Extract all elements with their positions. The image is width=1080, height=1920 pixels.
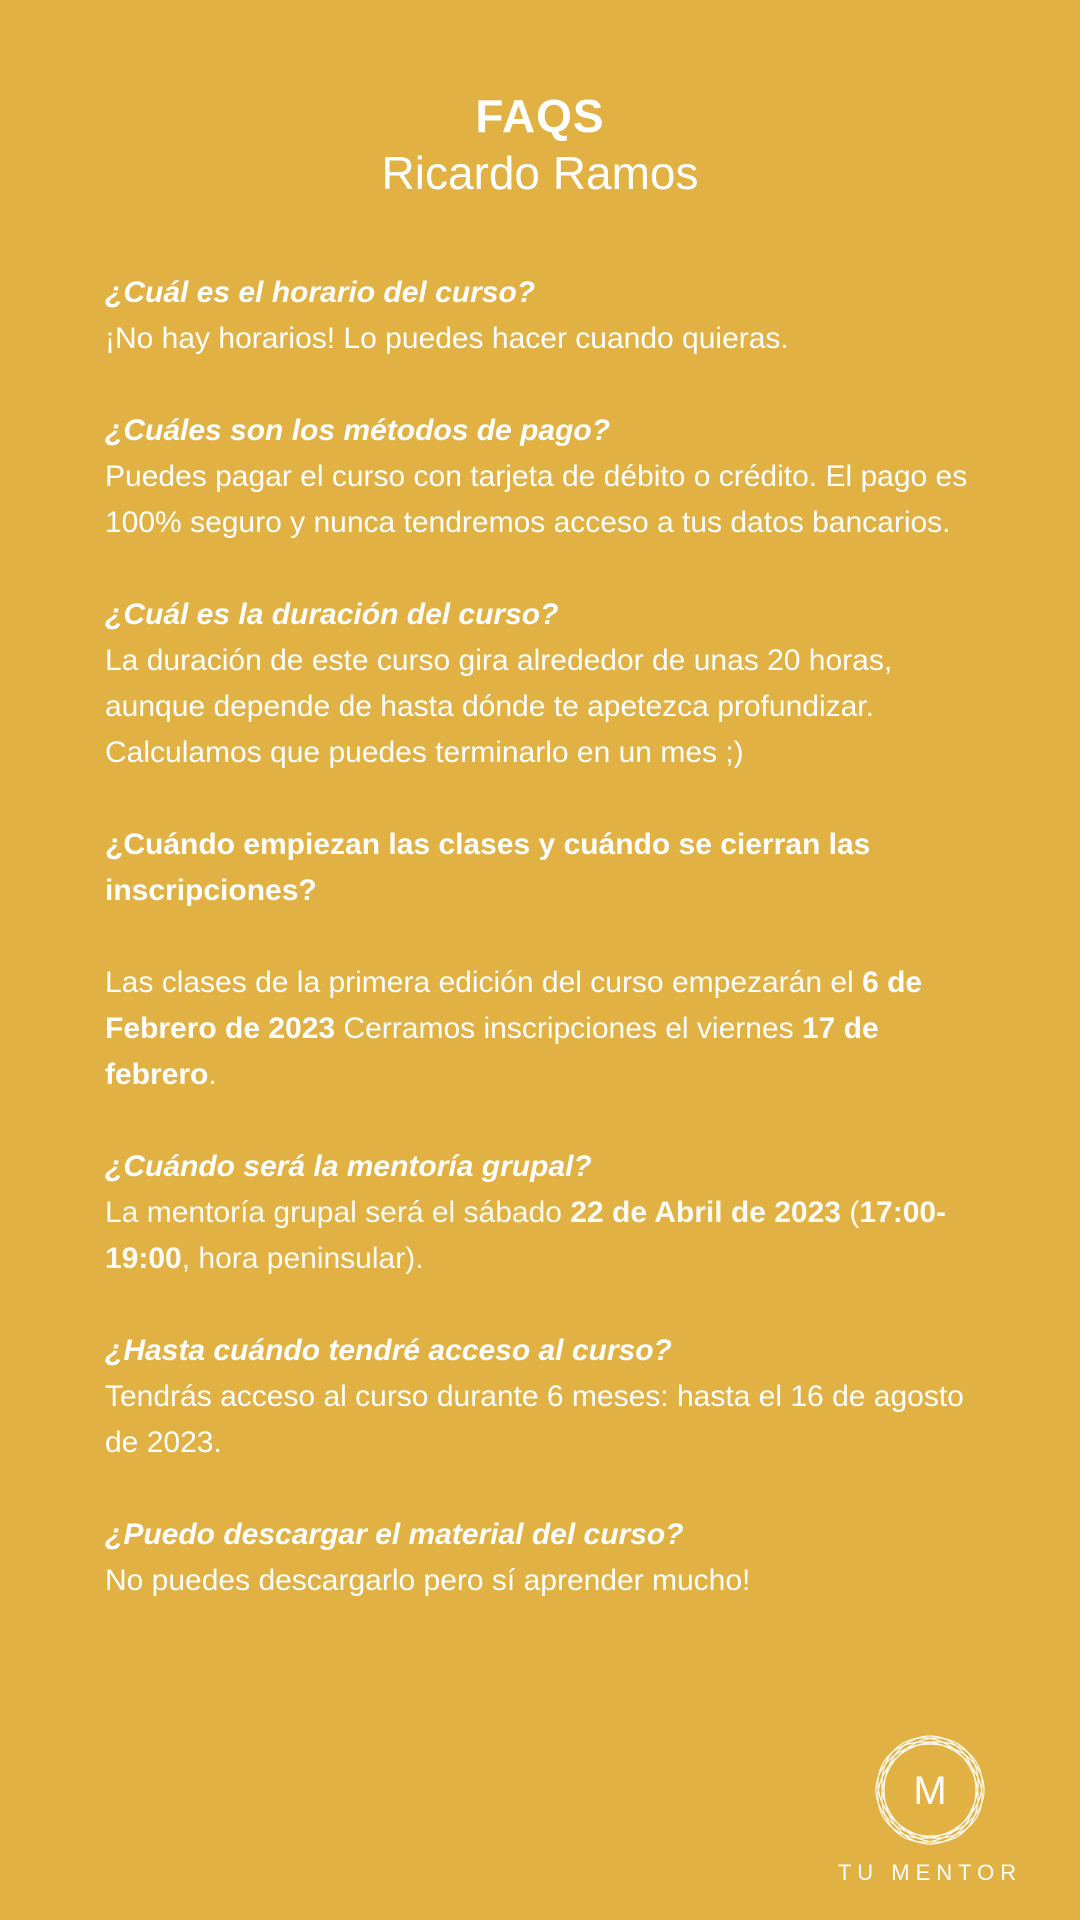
faq-answer: No puedes descargarlo pero sí aprender mucho! bbox=[105, 1564, 751, 1597]
answer-text: Cerramos inscripciones el viernes bbox=[335, 1012, 802, 1045]
page-subtitle: Ricardo Ramos bbox=[381, 147, 699, 199]
faq-question: ¿Hasta cuándo tendré acceso al curso? bbox=[105, 1334, 672, 1367]
faq-answer bbox=[105, 1190, 985, 1282]
faq-item bbox=[105, 592, 985, 776]
faq-item bbox=[105, 270, 985, 362]
answer-text: La mentoría grupal será el sábado bbox=[105, 1196, 571, 1229]
logo-emblem-icon bbox=[870, 1730, 990, 1850]
faq-answer: Tendrás acceso al curso durante 6 meses: hasta el 16 de agosto de 2023. bbox=[105, 1380, 964, 1459]
brand-logo bbox=[820, 1730, 1040, 1886]
answer-text: Las clases de la primera edición del curso empezarán el bbox=[105, 966, 863, 999]
answer-text: . bbox=[208, 1058, 217, 1091]
answer-time: 17:00-19:00 bbox=[105, 1196, 947, 1275]
answer-date: 22 de Abril de 2023 bbox=[570, 1196, 841, 1229]
answer-text: ( bbox=[841, 1196, 860, 1229]
faq-answer: Puedes pagar el curso con tarjeta de débito o crédito. El pago es 100% seguro y nunca tendremos acceso a tus datos bancarios. bbox=[105, 460, 968, 539]
faq-question: ¿Cuándo será la mentoría grupal? bbox=[105, 1150, 592, 1183]
faq-answer: ¡No hay horarios! Lo puedes hacer cuando quieras. bbox=[105, 322, 789, 355]
answer-date-close: 17 de febrero bbox=[105, 1012, 879, 1091]
answer-date-start: 6 de Febrero de 2023 bbox=[105, 966, 923, 1045]
faq-answer bbox=[105, 960, 985, 1098]
faq-question: ¿Cuándo empiezan las clases y cuándo se cierran las inscripciones? bbox=[105, 828, 871, 907]
faq-item bbox=[105, 1328, 985, 1466]
faq-item bbox=[105, 822, 985, 1098]
faq-question: ¿Cuáles son los métodos de pago? bbox=[105, 414, 611, 447]
faq-question: ¿Cuál es el horario del curso? bbox=[105, 276, 536, 309]
logo-text: TU MENTOR bbox=[837, 1860, 1023, 1885]
page-title: FAQS bbox=[475, 90, 605, 142]
faq-item bbox=[105, 1144, 985, 1282]
faq-question: ¿Puedo descargar el material del curso? bbox=[105, 1518, 684, 1551]
answer-text: , hora peninsular). bbox=[181, 1242, 424, 1275]
faq-answer: La duración de este curso gira alrededor de unas 20 horas, aunque depende de hasta dónde te apetezca profundizar. Calculamos que puedes terminarlo en un mes ;) bbox=[105, 644, 893, 769]
faq-question: ¿Cuál es la duración del curso? bbox=[105, 598, 559, 631]
logo-letter: M bbox=[913, 1769, 947, 1813]
faq-list bbox=[105, 270, 985, 1604]
page-header bbox=[0, 88, 1080, 202]
faq-item bbox=[105, 408, 985, 546]
faq-item bbox=[105, 1512, 985, 1604]
